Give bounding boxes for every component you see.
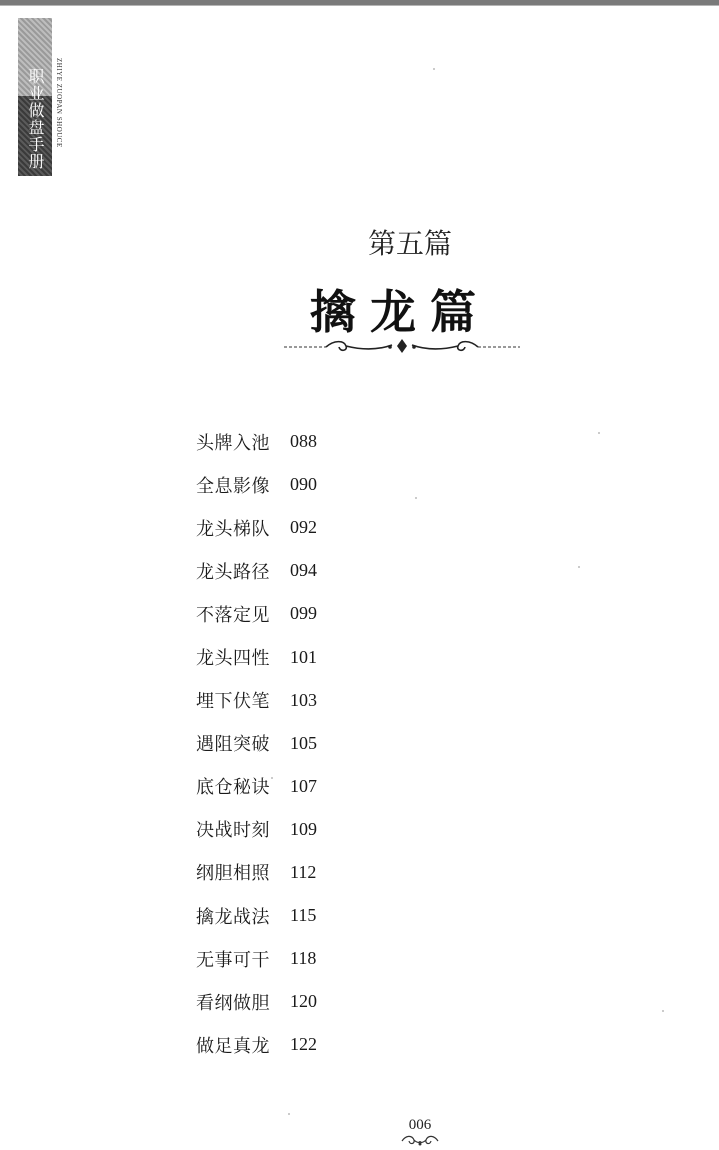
toc-entry-page: 094 bbox=[290, 560, 317, 581]
toc-entry-title: 头牌入池 bbox=[196, 432, 270, 454]
toc-entry-page: 090 bbox=[290, 474, 317, 495]
toc-entry-page: 120 bbox=[290, 991, 317, 1012]
toc-entry[interactable] bbox=[196, 463, 317, 506]
toc-entry-page: 088 bbox=[290, 431, 317, 452]
toc-entry-title: 龙头梯队 bbox=[196, 518, 270, 540]
toc-entry-title: 遇阻突破 bbox=[196, 734, 270, 756]
toc-entry[interactable] bbox=[196, 808, 317, 851]
toc-entry-title: 埋下伏笔 bbox=[196, 691, 270, 713]
toc-entry-page: 109 bbox=[290, 818, 317, 839]
toc-entry-title: 龙头路径 bbox=[196, 561, 270, 583]
toc-entry-title: 决战时刻 bbox=[196, 820, 270, 842]
page-number-flourish-icon bbox=[398, 1134, 442, 1148]
paper-speck bbox=[662, 1010, 664, 1012]
toc-entry[interactable] bbox=[196, 549, 317, 592]
toc-entry[interactable] bbox=[196, 722, 317, 765]
toc-entry[interactable] bbox=[196, 1023, 317, 1066]
toc-entry-page: 099 bbox=[290, 603, 317, 624]
paper-speck bbox=[578, 566, 580, 568]
toc-entry[interactable] bbox=[196, 679, 317, 722]
paper-speck bbox=[415, 497, 417, 499]
toc-entry-title: 擒龙战法 bbox=[196, 906, 270, 928]
page-number: 006 bbox=[408, 1117, 432, 1133]
side-tab-pinyin-title: ZHIYE ZUOPAN SHOUCE bbox=[55, 58, 63, 148]
top-border-rule-thin bbox=[0, 5, 719, 6]
toc-entry[interactable] bbox=[196, 894, 317, 937]
toc-entry[interactable] bbox=[196, 937, 317, 980]
paper-speck bbox=[271, 777, 273, 779]
toc-entry-page: 115 bbox=[290, 905, 317, 926]
paper-speck bbox=[288, 1113, 290, 1115]
toc-entry-title: 做足真龙 bbox=[196, 1035, 270, 1057]
toc-entry-page: 118 bbox=[290, 948, 317, 969]
toc-entry[interactable] bbox=[196, 980, 317, 1023]
flourish-divider-icon bbox=[282, 336, 522, 358]
toc-entry-page: 092 bbox=[290, 517, 317, 538]
toc-entry[interactable] bbox=[196, 506, 317, 549]
paper-speck bbox=[598, 432, 600, 434]
toc-entry-page: 105 bbox=[290, 732, 317, 753]
toc-entry-page: 101 bbox=[290, 646, 317, 667]
toc-entry-page: 122 bbox=[290, 1034, 317, 1055]
toc-entry-title: 看纲做胆 bbox=[196, 992, 270, 1014]
toc-entry-title: 不落定见 bbox=[196, 604, 270, 626]
table-of-contents bbox=[196, 420, 317, 1066]
side-tab bbox=[18, 18, 64, 176]
part-label: 第五篇 bbox=[367, 227, 452, 260]
toc-entry-page: 112 bbox=[290, 861, 317, 882]
side-tab-chinese-title: 职业做盘手册 bbox=[26, 68, 45, 170]
toc-entry-title: 底仓秘诀 bbox=[196, 777, 270, 799]
toc-entry-title: 纲胆相照 bbox=[196, 863, 270, 885]
toc-entry-title: 无事可干 bbox=[196, 949, 270, 971]
paper-speck bbox=[433, 68, 435, 70]
toc-entry-page: 107 bbox=[290, 775, 317, 796]
toc-entry-page: 103 bbox=[290, 689, 317, 710]
toc-entry-title: 全息影像 bbox=[196, 475, 270, 497]
toc-entry[interactable] bbox=[196, 420, 317, 463]
toc-entry[interactable] bbox=[196, 765, 317, 808]
toc-entry[interactable] bbox=[196, 635, 317, 678]
toc-entry-title: 龙头四性 bbox=[196, 648, 270, 670]
toc-entry[interactable] bbox=[196, 592, 317, 635]
part-title: 擒龙篇 bbox=[310, 285, 490, 339]
toc-entry[interactable] bbox=[196, 851, 317, 894]
